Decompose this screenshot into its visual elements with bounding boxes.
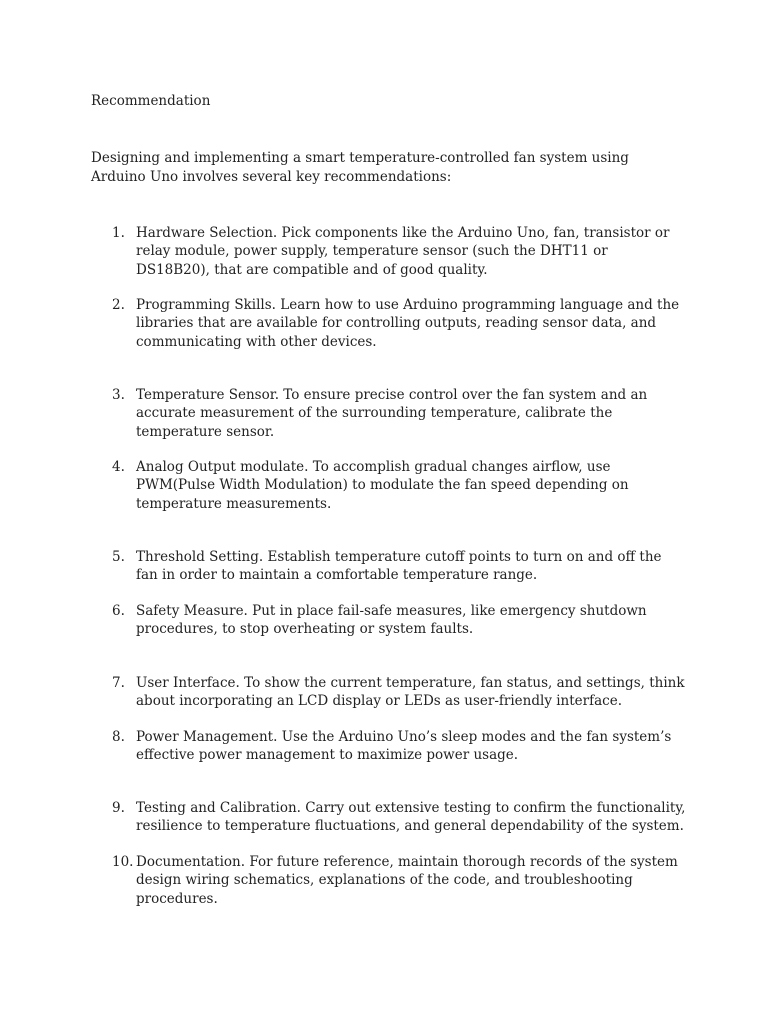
list-item-number: 3. xyxy=(112,387,125,403)
list-item-line: communicating with other devices. xyxy=(136,333,377,350)
list-item-line: Testing and Calibration. Carry out extensive testing to confirm the functionality, xyxy=(136,800,686,816)
list-item-line: design wiring schematics, explanations of the code, and troubleshooting xyxy=(136,872,633,889)
list-item-line: about incorporating an LCD display or LEDs as user-friendly interface. xyxy=(136,693,623,710)
list-item-line: Temperature Sensor. To ensure precise control over the fan system and an xyxy=(136,387,648,403)
list-item-line: Safety Measure. Put in place fail-safe measures, like emergency shutdown xyxy=(136,603,647,619)
list-item-text xyxy=(136,728,736,765)
list-item-line: temperature measurements. xyxy=(136,495,332,512)
list-item-text xyxy=(136,386,736,441)
list-item-number: 5. xyxy=(112,549,125,565)
list-item-line: procedures, to stop overheating or system faults. xyxy=(136,621,474,638)
list-item-number: 9. xyxy=(112,800,125,816)
intro-line: Arduino Uno involves several key recommendations: xyxy=(91,168,452,185)
list-item-text xyxy=(136,674,736,711)
list-item-line: Threshold Setting. Establish temperature cutoff points to turn on and off the xyxy=(136,549,662,565)
list-item-line: libraries that are available for controlling outputs, reading sensor data, and xyxy=(136,315,657,332)
list-item-number: 10. xyxy=(112,854,134,870)
list-item-number: 1. xyxy=(112,225,125,241)
list-item-line: procedures. xyxy=(136,890,218,907)
list-item-line: Analog Output modulate. To accomplish gradual changes airflow, use xyxy=(136,459,611,475)
list-item-line: relay module, power supply, temperature sensor (such the DHT11 or xyxy=(136,243,608,260)
list-item-line: fan in order to maintain a comfortable temperature range. xyxy=(136,567,538,584)
list-item-line: DS18B20), that are compatible and of good quality. xyxy=(136,261,488,278)
list-item-line: effective power management to maximize power usage. xyxy=(136,747,519,764)
list-item-line: Programming Skills. Learn how to use Arduino programming language and the xyxy=(136,297,680,313)
list-item-line: PWM(Pulse Width Modulation) to modulate the fan speed depending on xyxy=(136,477,629,494)
list-item-number: 8. xyxy=(112,729,125,745)
list-item-text xyxy=(136,602,736,639)
list-item-line: temperature sensor. xyxy=(136,423,275,440)
list-item-number: 7. xyxy=(112,675,125,691)
list-item-line: Documentation. For future reference, maintain thorough records of the system xyxy=(136,854,678,870)
list-item-text xyxy=(136,296,736,351)
list-item-number: 2. xyxy=(112,297,125,313)
list-item-text xyxy=(136,853,736,908)
intro-paragraph xyxy=(91,149,691,186)
list-item-line: Hardware Selection. Pick components like the Arduino Uno, fan, transistor or xyxy=(136,225,670,241)
list-item-line: accurate measurement of the surrounding temperature, calibrate the xyxy=(136,405,613,422)
list-item-text xyxy=(136,548,736,585)
list-item-text xyxy=(136,799,736,836)
list-item-number: 6. xyxy=(112,603,125,619)
list-item-text xyxy=(136,224,736,279)
intro-line: Designing and implementing a smart temperature-controlled fan system using xyxy=(91,150,629,166)
page-title: Recommendation xyxy=(91,93,211,109)
list-item-line: User Interface. To show the current temperature, fan status, and settings, think xyxy=(136,675,685,691)
list-item-line: Power Management. Use the Arduino Uno’s sleep modes and the fan system’s xyxy=(136,729,672,745)
list-item-text xyxy=(136,458,736,513)
list-item-number: 4. xyxy=(112,459,125,475)
list-item-line: resilience to temperature fluctuations, and general dependability of the system. xyxy=(136,818,684,835)
